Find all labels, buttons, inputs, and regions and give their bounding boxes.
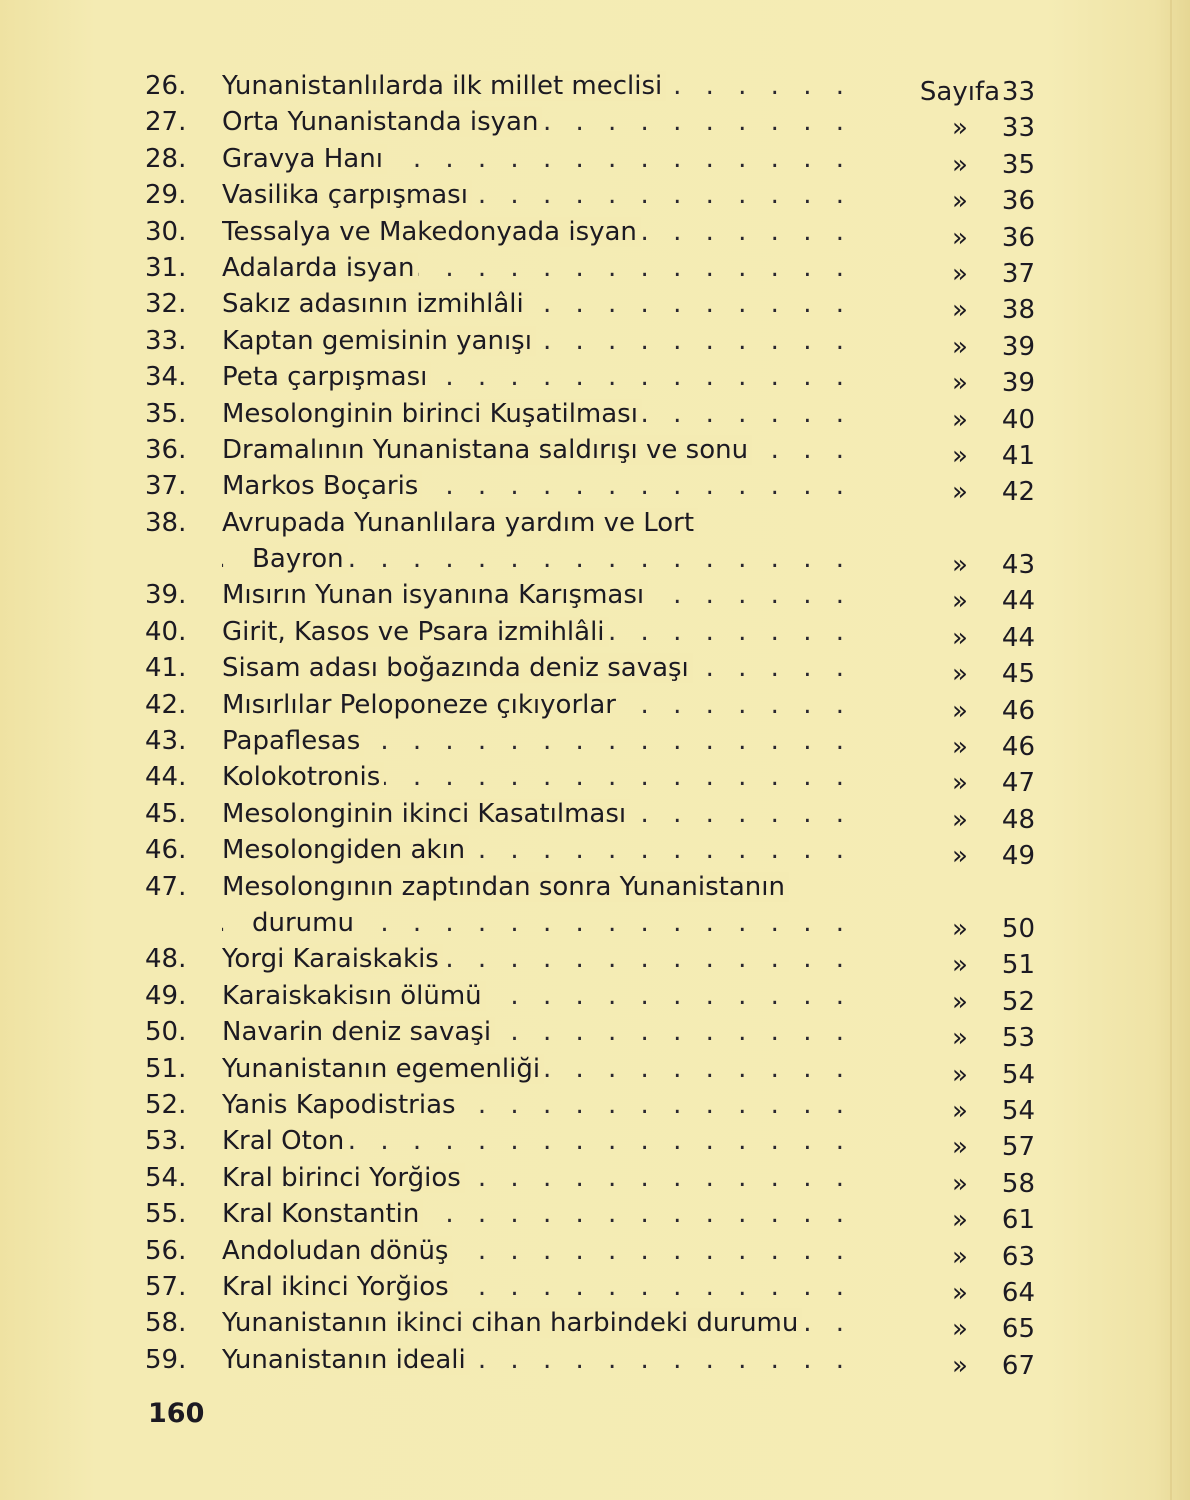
entry-title (222, 1087, 852, 1123)
entry-number: 39. (145, 580, 187, 611)
entry-title (222, 723, 852, 759)
entry-title (222, 1014, 852, 1050)
entry-number: 38. (145, 507, 187, 538)
page-number: 53 (1001, 1023, 1035, 1054)
toc-entry (140, 68, 1040, 107)
page-label: » (952, 149, 968, 180)
page-label: » (952, 222, 968, 253)
page-label: » (952, 1241, 968, 1272)
page-label: » (952, 1059, 968, 1090)
entry-title (222, 141, 852, 177)
entry-title (222, 250, 852, 286)
entry-title-text: Kral Konstantin (222, 1199, 423, 1229)
page-number: 37 (1001, 258, 1035, 289)
entry-title-text: Yunanistanlılarda ilk millet meclisi (222, 71, 666, 101)
entry-title-text: Yunanistanın ikinci cihan harbindeki durumu (222, 1308, 802, 1338)
page-label: » (952, 1205, 968, 1236)
toc-entry (140, 505, 1040, 581)
entry-title-text: Adalarda isyan (222, 253, 418, 283)
toc-entry (140, 978, 1040, 1017)
page-gutter (1170, 0, 1172, 1500)
toc-entry (140, 1305, 1040, 1345)
entry-title (222, 1233, 852, 1269)
entry-title-text: Girit, Kasos ve Psara izmihlâli (222, 617, 609, 647)
page-number: 33 (1001, 77, 1035, 107)
entry-title-text: Kral birinci Yorğios (222, 1163, 465, 1193)
entry-title-continuation (252, 905, 882, 941)
page-number: 36 (1001, 186, 1035, 217)
entry-number: 41. (145, 653, 187, 684)
entry-title (222, 869, 852, 905)
entry-title (222, 614, 852, 650)
page-number: 67 (1001, 1350, 1035, 1381)
page-number: 65 (1001, 1314, 1035, 1345)
page-label: » (952, 622, 968, 653)
page-label: » (952, 258, 968, 289)
page-label: » (952, 1314, 968, 1345)
entry-title (222, 177, 852, 213)
entry-title-text: Papaflesas (222, 726, 364, 756)
page-number: 36 (1001, 222, 1035, 253)
page-number: 40 (1001, 404, 1035, 435)
entry-number: 28. (145, 143, 187, 174)
toc-entry (140, 323, 1040, 362)
page-number: 46 (1001, 732, 1035, 763)
entry-title (222, 687, 852, 723)
entry-number: 29. (145, 180, 187, 211)
toc-entry (140, 1123, 1040, 1163)
page-label: » (952, 477, 968, 508)
toc-entry (140, 1269, 1040, 1308)
page-number: 46 (1001, 695, 1035, 726)
page-number: 43 (1001, 550, 1035, 581)
page-number: 61 (1001, 1205, 1035, 1236)
entry-title (222, 978, 852, 1014)
entry-title-text: Kral ikinci Yorğios (222, 1272, 453, 1302)
toc-entry (140, 723, 1040, 763)
entry-title-text: Yunanistanın ideali (222, 1345, 470, 1375)
entry-number: 54. (145, 1162, 187, 1193)
page-number: 47 (1001, 768, 1035, 799)
page-label: » (952, 404, 968, 435)
entry-title (222, 759, 852, 795)
entry-number: 50. (145, 1017, 187, 1048)
toc-entry (140, 650, 1040, 690)
page-number: 63 (1001, 1241, 1035, 1272)
entry-number: 53. (145, 1126, 187, 1157)
page-number: 51 (1001, 950, 1035, 981)
page-label: Sayıfa (919, 77, 1001, 107)
entry-title (222, 214, 852, 250)
entry-title (222, 577, 852, 613)
entry-title-text: Yunanistanın egemenliği (222, 1054, 544, 1084)
toc-entry (140, 1051, 1040, 1090)
entry-number: 37. (145, 471, 187, 502)
entry-title-text: Mısırın Yunan isyanına Karışması (222, 580, 648, 610)
entry-number: 30. (145, 216, 187, 247)
page-number: 42 (1001, 477, 1035, 508)
entry-number: 33. (145, 325, 187, 356)
toc-entry (140, 104, 1040, 144)
page-number: 54 (1001, 1059, 1035, 1090)
entry-number: 58. (145, 1308, 187, 1339)
page-number: 41 (1001, 440, 1035, 471)
entry-title (222, 796, 852, 832)
page-label: » (952, 1132, 968, 1163)
page-label: » (952, 331, 968, 362)
entry-title (222, 1051, 852, 1087)
entry-title (222, 1305, 852, 1341)
entry-title-text: Sisam adası boğazında deniz savaşı (222, 653, 693, 683)
page-number: 39 (1001, 368, 1035, 399)
page-label: » (952, 1095, 968, 1126)
entry-title (222, 832, 852, 868)
entry-title-text: Gravya Hanı (222, 144, 387, 174)
entry-title-text: Mesolongının zaptından sonra Yunanistanın (222, 872, 789, 902)
toc-entry (140, 796, 1040, 835)
page-number: 54 (1001, 1095, 1035, 1126)
page-label: » (952, 695, 968, 726)
entry-title (222, 1160, 852, 1196)
toc-entry (140, 1014, 1040, 1054)
page-label: » (952, 586, 968, 617)
page-label: » (952, 550, 968, 581)
page-number: 48 (1001, 804, 1035, 835)
page-label: » (952, 440, 968, 471)
toc-entry (140, 396, 1040, 435)
entry-title-text: Yanis Kapodistrias (222, 1090, 460, 1120)
toc-entry (140, 141, 1040, 180)
entry-number: 40. (145, 616, 187, 647)
toc-entry (140, 250, 1040, 289)
page-label: » (952, 986, 968, 1017)
page-number: 33 (1001, 113, 1035, 144)
entry-title-text: Vasilika çarpışması (222, 180, 472, 210)
entry-title-text: Mısırlılar Peloponeze çıkıyorlar (222, 690, 620, 720)
entry-number: 56. (145, 1235, 187, 1266)
page-label: » (952, 113, 968, 144)
toc-entry (140, 468, 1040, 508)
page-folio: 160 (148, 1398, 205, 1429)
page-label: » (952, 659, 968, 690)
entry-title (222, 323, 852, 359)
entry-title (222, 1123, 852, 1159)
entry-title-continuation-text: durumu (252, 908, 358, 938)
page-number: 44 (1001, 586, 1035, 617)
entry-title (222, 468, 852, 504)
page-label: » (952, 295, 968, 326)
entry-number: 32. (145, 289, 187, 320)
entry-title-text: Karaiskakisın ölümü (222, 981, 486, 1011)
entry-title-text: Orta Yunanistanda isyan (222, 107, 542, 137)
entry-title-text: Mesolongiden akın (222, 835, 469, 865)
toc-entry (140, 941, 1040, 981)
entry-number: 36. (145, 434, 187, 465)
entry-number: 45. (145, 798, 187, 829)
entry-title-text: Navarin deniz savaşi (222, 1017, 495, 1047)
entry-title (222, 68, 852, 104)
entry-number: 43. (145, 726, 187, 757)
entry-number: 46. (145, 835, 187, 866)
toc-entry (140, 1342, 1040, 1381)
toc-entry (140, 359, 1040, 399)
entry-title-text: Avrupada Yunanlılara yardım ve Lort (222, 508, 698, 538)
entry-title-continuation (252, 541, 882, 577)
page-label: » (952, 1168, 968, 1199)
entry-title-text: Andoludan dönüş (222, 1236, 452, 1266)
page-number: 64 (1001, 1277, 1035, 1308)
entry-title-text: Kolokotronis (222, 762, 384, 792)
entry-title (222, 396, 852, 432)
entry-number: 44. (145, 762, 187, 793)
toc-entry (140, 759, 1040, 799)
entry-number: 51. (145, 1053, 187, 1084)
entry-title (222, 650, 852, 686)
page-label: » (952, 768, 968, 799)
entry-title-text: Tessalya ve Makedonyada isyan (222, 217, 641, 247)
entry-title-text: Mesolonginin birinci Kuşatilması (222, 399, 642, 429)
entry-title (222, 941, 852, 977)
toc-entry (140, 614, 1040, 653)
entry-title (222, 286, 852, 322)
toc-entry (140, 1087, 1040, 1126)
entry-title (222, 505, 852, 541)
entry-number: 35. (145, 398, 187, 429)
page-number: 38 (1001, 295, 1035, 326)
page-number: 49 (1001, 841, 1035, 872)
entry-number: 34. (145, 362, 187, 393)
entry-title-text: Peta çarpışması (222, 362, 431, 392)
entry-title-text: Sakız adasının izmihlâli (222, 289, 528, 319)
toc-entry (140, 286, 1040, 326)
entry-title-text: Markos Boçaris (222, 471, 422, 501)
entry-number: 55. (145, 1199, 187, 1230)
page-label: » (952, 1350, 968, 1381)
page-label: » (952, 186, 968, 217)
page-label: » (952, 1023, 968, 1054)
entry-number: 27. (145, 107, 187, 138)
toc-entry (140, 177, 1040, 217)
entry-number: 26. (145, 71, 187, 101)
toc-entry (140, 687, 1040, 726)
entry-number: 49. (145, 980, 187, 1011)
entry-title (222, 1269, 852, 1305)
page-label: » (952, 841, 968, 872)
page-label: » (952, 368, 968, 399)
toc-entry (140, 577, 1040, 617)
entry-title (222, 104, 852, 140)
toc-entry (140, 214, 1040, 253)
page-number: 50 (1001, 914, 1035, 944)
entry-title-text: Kral Oton (222, 1126, 348, 1156)
page-label: » (952, 804, 968, 835)
toc-entry (140, 1160, 1040, 1199)
table-of-contents (140, 68, 1040, 1381)
toc-entry (140, 832, 1040, 872)
entry-title (222, 432, 852, 468)
toc-entry (140, 1233, 1040, 1272)
page-label: » (952, 950, 968, 981)
page-number: 35 (1001, 149, 1035, 180)
entry-number: 59. (145, 1344, 187, 1375)
entry-title-text: Mesolonginin ikinci Kasatılması (222, 799, 630, 829)
entry-number: 47. (145, 871, 187, 902)
page-number: 52 (1001, 986, 1035, 1017)
toc-entry (140, 869, 1040, 942)
entry-number: 48. (145, 944, 187, 975)
page-label: » (952, 914, 968, 944)
entry-title-text: Yorgi Karaiskakis (222, 944, 443, 974)
page-number: 57 (1001, 1132, 1035, 1163)
entry-number: 57. (145, 1271, 187, 1302)
toc-entry (140, 432, 1040, 471)
entry-title-continuation-text: Bayron (252, 544, 348, 574)
page-number: 39 (1001, 331, 1035, 362)
entry-title (222, 1196, 852, 1232)
entry-title-text: Kaptan gemisinin yanışı (222, 326, 536, 356)
page-number: 44 (1001, 622, 1035, 653)
page-number: 58 (1001, 1168, 1035, 1199)
toc-entry (140, 1196, 1040, 1236)
entry-title (222, 1342, 852, 1378)
entry-title-text: Dramalının Yunanistana saldırışı ve sonu (222, 435, 752, 465)
page-label: » (952, 1277, 968, 1308)
page-label: » (952, 732, 968, 763)
entry-title (222, 359, 852, 395)
entry-number: 42. (145, 689, 187, 720)
entry-number: 31. (145, 252, 187, 283)
entry-number: 52. (145, 1089, 187, 1120)
page-number: 45 (1001, 659, 1035, 690)
